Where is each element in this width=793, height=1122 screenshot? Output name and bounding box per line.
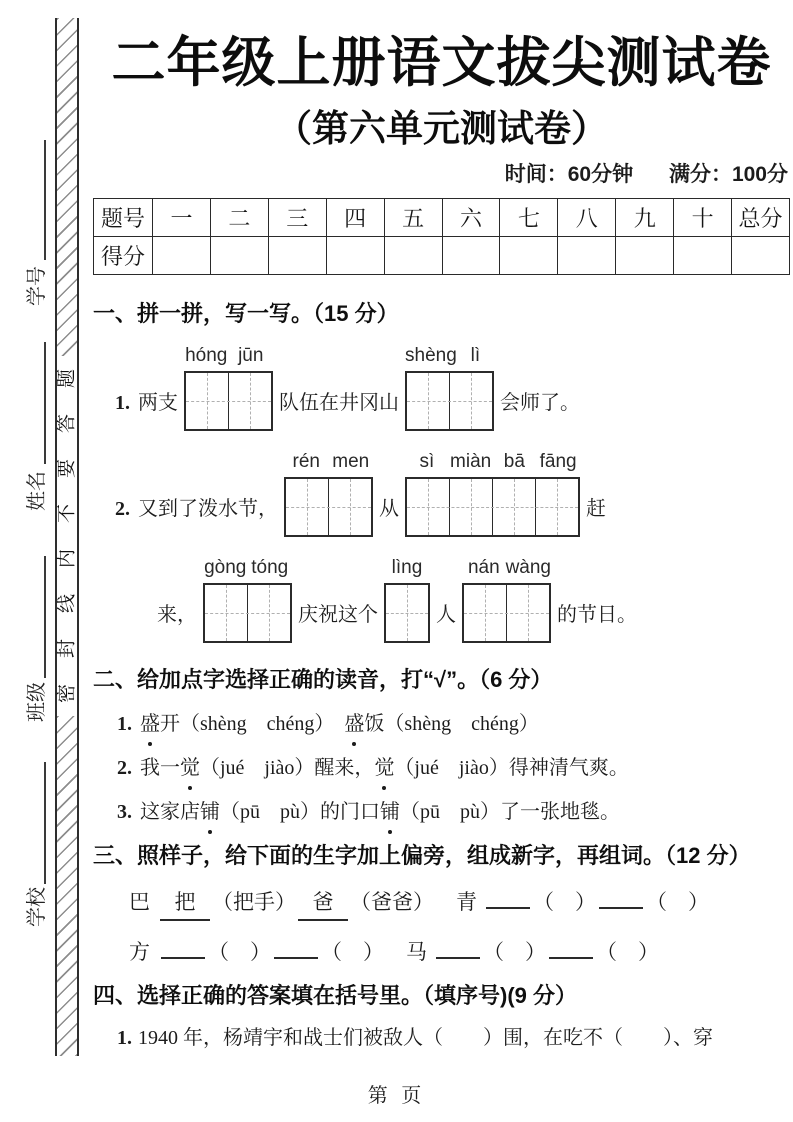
- section2-heading: 二、给加点字选择正确的读音，打“√”。（6 分）: [93, 667, 553, 692]
- pinyin-row: [405, 451, 580, 477]
- section2-item1: [93, 709, 790, 739]
- dotted-character: 铺: [200, 797, 220, 827]
- question-text: （pū pù）的门口: [220, 801, 380, 823]
- hatch-pattern-bottom: [57, 716, 77, 1056]
- score-cell-empty: [616, 237, 674, 275]
- question-number: 3.: [117, 801, 132, 823]
- question-text: 我一: [140, 757, 180, 779]
- character-grid: [405, 477, 580, 537]
- write-cell: [407, 373, 450, 429]
- example-word: （把手）: [212, 890, 296, 914]
- dotted-character: 铺: [380, 797, 400, 827]
- score-table-cell: 六: [442, 199, 500, 237]
- write-cell: [507, 585, 549, 641]
- question-text: 庆祝这个: [298, 604, 378, 626]
- score-cell-empty: [558, 237, 616, 275]
- paper-content: [93, 0, 790, 1053]
- word-parentheses: （ ）: [321, 940, 384, 964]
- pinyin: jūn: [238, 345, 264, 366]
- writing-box: [284, 451, 373, 537]
- writing-box: [384, 557, 430, 643]
- writing-box: [462, 557, 551, 643]
- score-table-cell: 四: [326, 199, 384, 237]
- word-parentheses: （ ）: [646, 890, 709, 914]
- write-cell: [386, 585, 428, 641]
- score-cell-empty: [674, 237, 732, 275]
- score-cell-empty: [384, 237, 442, 275]
- writing-box: [184, 345, 273, 431]
- base-character: 巴: [129, 890, 150, 914]
- pinyin: tóng: [251, 557, 289, 578]
- pinyin: fāng: [539, 451, 577, 472]
- write-cell: [450, 373, 492, 429]
- question-text: 会师了。: [500, 392, 580, 414]
- writing-box: [203, 557, 292, 643]
- section4-item1: [93, 1023, 790, 1053]
- pinyin: hóng: [185, 345, 228, 366]
- example-answer: 把: [160, 885, 210, 921]
- score-table-header-row: [94, 199, 790, 237]
- question-text: 人: [436, 604, 456, 626]
- seal-char: 线: [56, 594, 78, 614]
- pinyin: sì: [419, 451, 435, 472]
- pinyin: bā: [503, 451, 525, 472]
- pinyin-row: [284, 451, 373, 477]
- section4-heading: 四、选择正确的答案填在括号里。（填序号)(9 分）: [93, 983, 578, 1008]
- question-text: 饭（shèng chéng）: [364, 713, 539, 735]
- class-label: 班级: [26, 682, 48, 722]
- character-grid: [384, 583, 430, 643]
- seal-char: 答: [56, 414, 78, 434]
- paper-subtitle: （第六单元测试卷）: [275, 108, 608, 149]
- base-character: 方: [129, 940, 150, 964]
- question-text: 又到了泼水节，: [138, 498, 278, 520]
- score-table-cell: 一: [153, 199, 211, 237]
- section2-item2: [93, 753, 790, 783]
- dotted-character: 盛: [344, 709, 364, 739]
- write-cell: [407, 479, 450, 535]
- section1-heading: 一、拼一拼，写一写。（15 分）: [93, 301, 399, 326]
- section3-row1: [93, 885, 790, 921]
- dotted-character: 觉: [374, 753, 394, 783]
- score-table-cell: 八: [558, 199, 616, 237]
- answer-blank: [274, 936, 318, 959]
- write-cell: [329, 479, 371, 535]
- pinyin: shèng: [405, 345, 457, 366]
- write-cell: [205, 585, 248, 641]
- writing-box: [405, 345, 494, 431]
- base-character: 马: [406, 940, 427, 964]
- score-table-cell: 七: [500, 199, 558, 237]
- section3-heading: 三、照样子，给下面的生字加上偏旁，组成新字，再组词。（12 分）: [93, 843, 751, 868]
- paper-title: 二年级上册语文拔尖测试卷: [111, 33, 772, 93]
- write-cell: [493, 479, 536, 535]
- pinyin-row: [405, 345, 494, 371]
- example-answer: 爸: [298, 885, 348, 921]
- section1-q2-continued: [93, 557, 790, 643]
- write-cell: [186, 373, 229, 429]
- question-text: 队伍在井冈山: [279, 392, 399, 414]
- seal-char: 题: [56, 369, 78, 389]
- exam-time: 时间：60分钟: [504, 163, 634, 186]
- question-text: 的节日。: [557, 604, 637, 626]
- pinyin: nán: [467, 557, 500, 578]
- write-cell: [229, 373, 271, 429]
- question-number: 2.: [115, 498, 130, 520]
- word-parentheses: （ ）: [596, 940, 659, 964]
- score-row-label: 得分: [94, 237, 153, 275]
- character-grid: [203, 583, 292, 643]
- pinyin-row: [462, 557, 551, 583]
- seal-char: 要: [56, 459, 78, 479]
- pinyin-row: [184, 345, 273, 371]
- question-text: 来，: [157, 604, 197, 626]
- word-parentheses: （ ）: [208, 940, 271, 964]
- score-table-cell: 五: [384, 199, 442, 237]
- section1-q1: [93, 345, 790, 431]
- word-parentheses: （ ）: [483, 940, 546, 964]
- section2-item3: [93, 797, 790, 827]
- question-text: 1940 年，杨靖宇和战士们被敌人（ ）围，在吃不（ ）、穿: [138, 1027, 713, 1049]
- pinyin: wàng: [505, 557, 551, 578]
- pinyin-row: [384, 557, 430, 583]
- score-cell-empty: [442, 237, 500, 275]
- answer-blank: [486, 886, 530, 909]
- character-grid: [462, 583, 551, 643]
- seal-char: 封: [56, 639, 78, 659]
- score-table-cell: 总分: [732, 199, 790, 237]
- score-table-score-row: [94, 237, 790, 275]
- school-label: 学校: [26, 887, 48, 927]
- question-text: （pū pù）了一张地毯。: [400, 801, 620, 823]
- score-table-cell: 九: [616, 199, 674, 237]
- pinyin: rén: [292, 451, 320, 472]
- exam-full-score: 满分：100分: [668, 163, 788, 186]
- question-number: 1.: [117, 1027, 132, 1049]
- pinyin: lì: [470, 345, 481, 366]
- seal-band: [55, 18, 79, 1056]
- question-text: 两支: [138, 392, 178, 414]
- question-text: （jué jiào）醒来，: [200, 757, 375, 779]
- page-footer: 第 页: [367, 1085, 426, 1107]
- pinyin-row: [203, 557, 292, 583]
- base-character: 青: [456, 890, 477, 914]
- score-table-cell: 题号: [94, 199, 153, 237]
- character-grid: [405, 371, 494, 431]
- answer-blank: [436, 936, 480, 959]
- question-number: 2.: [117, 757, 132, 779]
- question-text: 从: [379, 498, 399, 520]
- answer-blank: [161, 936, 205, 959]
- seal-char: 密: [56, 684, 78, 704]
- section3-row2: [93, 935, 790, 969]
- pinyin: gòng: [204, 557, 247, 578]
- pinyin: lìng: [391, 557, 423, 578]
- write-cell: [248, 585, 290, 641]
- score-cell-empty: [268, 237, 326, 275]
- score-table-cell: 三: [268, 199, 326, 237]
- write-cell: [464, 585, 507, 641]
- dotted-character: 觉: [180, 753, 200, 783]
- character-grid: [284, 477, 373, 537]
- pinyin: miàn: [450, 451, 492, 472]
- example-word: （爸爸）: [350, 890, 434, 914]
- answer-blank: [599, 886, 643, 909]
- character-grid: [184, 371, 273, 431]
- question-text: （jué jiào）得神清气爽。: [394, 757, 629, 779]
- answer-blank: [549, 936, 593, 959]
- score-cell-empty: [500, 237, 558, 275]
- hatch-pattern-top: [57, 18, 77, 356]
- student-id-fill-line: [44, 140, 46, 260]
- exam-meta: [93, 162, 790, 188]
- question-text: 开（shèng chéng）: [160, 713, 345, 735]
- score-table: [93, 198, 790, 275]
- section1-q2: [93, 451, 790, 537]
- score-cell-empty: [153, 237, 211, 275]
- score-cell-empty: [210, 237, 268, 275]
- score-table-cell: 二: [210, 199, 268, 237]
- score-cell-empty: [732, 237, 790, 275]
- write-cell: [286, 479, 329, 535]
- seal-char: 不: [56, 504, 78, 524]
- question-text: 赶: [586, 498, 606, 520]
- question-number: 1.: [115, 392, 130, 414]
- question-number: 1.: [117, 713, 132, 735]
- name-label: 姓名: [26, 471, 48, 511]
- write-cell: [450, 479, 493, 535]
- student-id-label: 学号: [26, 266, 48, 306]
- name-fill-line: [44, 342, 46, 464]
- seal-char: 内: [56, 549, 78, 569]
- word-parentheses: （ ）: [533, 890, 596, 914]
- writing-box: [405, 451, 580, 537]
- write-cell: [536, 479, 578, 535]
- dotted-character: 盛: [140, 709, 160, 739]
- pinyin: men: [332, 451, 370, 472]
- question-text: 这家店: [140, 801, 200, 823]
- score-cell-empty: [326, 237, 384, 275]
- score-table-cell: 十: [674, 199, 732, 237]
